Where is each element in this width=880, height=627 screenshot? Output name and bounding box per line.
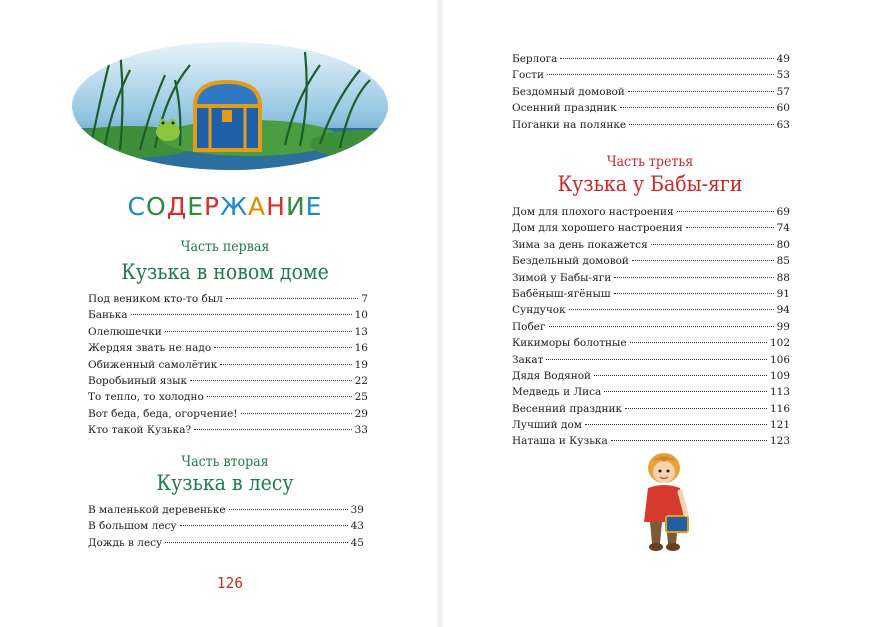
toc-entry bbox=[512, 368, 790, 384]
dot-leader bbox=[546, 359, 767, 360]
toc-entry-page: 88 bbox=[776, 271, 790, 284]
toc-heading-letter: Е bbox=[187, 192, 205, 221]
toc-entry-page: 19 bbox=[354, 358, 368, 371]
toc-entry-page: 74 bbox=[776, 222, 790, 235]
page-number: 126 bbox=[217, 574, 243, 592]
dot-leader bbox=[629, 124, 774, 125]
toc-heading-letter: О bbox=[146, 192, 167, 221]
toc-entry-title: Дождь в лесу bbox=[88, 536, 163, 549]
toc-entry bbox=[88, 340, 368, 356]
toc-entry-page: 22 bbox=[354, 374, 368, 387]
part1-toc-list bbox=[88, 291, 368, 439]
toc-entry-title: Банька bbox=[88, 309, 128, 322]
dot-leader bbox=[207, 396, 352, 397]
toc-entry-title: Закат bbox=[512, 353, 544, 366]
toc-entry-page: 13 bbox=[354, 325, 368, 338]
toc-entry bbox=[512, 220, 790, 236]
dot-leader bbox=[547, 74, 774, 75]
toc-heading-letter: Н bbox=[266, 192, 286, 221]
toc-heading-letter: И bbox=[285, 192, 306, 221]
dot-leader bbox=[180, 525, 348, 526]
toc-entry bbox=[512, 100, 790, 116]
dot-leader bbox=[585, 424, 767, 425]
dot-leader bbox=[651, 244, 774, 245]
part3-title: Кузька у Бабы-яги bbox=[557, 172, 743, 196]
toc-entry-page: 53 bbox=[776, 69, 790, 82]
toc-entry bbox=[512, 204, 790, 220]
toc-entry bbox=[88, 535, 364, 551]
toc-entry-title: Весенний праздник bbox=[512, 402, 623, 415]
toc-entry-page: 121 bbox=[769, 419, 790, 432]
toc-entry-title: Обиженный самолётик bbox=[88, 358, 218, 371]
toc-entry-title: В маленькой деревеньке bbox=[88, 504, 226, 516]
toc-entry bbox=[88, 518, 364, 534]
part2-title: Кузька в лесу bbox=[156, 471, 294, 495]
toc-entry bbox=[512, 270, 790, 286]
toc-entry bbox=[512, 335, 790, 351]
toc-entry bbox=[88, 324, 368, 340]
dot-leader bbox=[630, 342, 767, 343]
toc-entry bbox=[512, 302, 790, 318]
toc-entry bbox=[512, 237, 790, 253]
dot-leader bbox=[229, 509, 348, 510]
toc-entry bbox=[512, 352, 790, 368]
toc-entry-title: Дядя Водяной bbox=[512, 369, 592, 382]
part2-toc-list bbox=[88, 502, 364, 551]
toc-entry-page: 94 bbox=[776, 304, 790, 317]
toc-entry bbox=[88, 389, 368, 405]
toc-entry bbox=[512, 253, 790, 269]
toc-entry bbox=[512, 384, 790, 400]
toc-entry-page: 60 bbox=[776, 102, 790, 115]
toc-entry-title: Осенний праздник bbox=[512, 102, 617, 115]
toc-entry-title: Сундучок bbox=[512, 304, 566, 317]
toc-entry-title: Гости bbox=[512, 69, 544, 82]
dot-leader bbox=[611, 440, 767, 441]
toc-entry bbox=[88, 357, 368, 373]
toc-entry-page: 69 bbox=[776, 206, 790, 218]
dot-leader bbox=[569, 309, 774, 310]
toc-entry bbox=[512, 417, 790, 433]
toc-entry-title: То тепло, то холодно bbox=[88, 391, 204, 404]
toc-entry-page: 7 bbox=[361, 293, 368, 305]
dot-leader bbox=[632, 260, 774, 261]
toc-entry bbox=[512, 51, 790, 67]
dot-leader bbox=[194, 429, 352, 430]
toc-entry-title: Зима за день покажется bbox=[512, 238, 648, 251]
toc-entry-page: 106 bbox=[769, 353, 790, 366]
toc-entry-title: Бездельный домовой bbox=[512, 255, 629, 268]
toc-entry-page: 85 bbox=[776, 255, 790, 268]
dot-leader bbox=[620, 107, 774, 108]
toc-entry-page: 39 bbox=[350, 504, 364, 516]
toc-entry-page: 49 bbox=[776, 53, 790, 65]
part1-title: Кузька в новом доме bbox=[121, 260, 329, 284]
kuzka-illustration bbox=[628, 448, 700, 556]
dot-leader bbox=[220, 364, 351, 365]
toc-entry bbox=[88, 502, 364, 518]
dot-leader bbox=[131, 314, 352, 315]
toc-entry-title: Дом для плохого настроения bbox=[512, 206, 674, 218]
toc-heading-letter: Д bbox=[166, 192, 188, 221]
toc-entry-title: Поганки на полянке bbox=[512, 118, 627, 131]
dot-leader bbox=[549, 326, 774, 327]
part2-toc-list-continued bbox=[512, 51, 790, 133]
toc-entry-page: 10 bbox=[354, 309, 368, 322]
toc-entry-page: 45 bbox=[350, 536, 364, 549]
toc-entry bbox=[512, 319, 790, 335]
dot-leader bbox=[165, 542, 347, 543]
toc-entry-page: 113 bbox=[769, 386, 790, 399]
toc-entry-title: Дом для хорошего настроения bbox=[512, 222, 683, 235]
toc-entry-title: Кто такой Кузька? bbox=[88, 424, 192, 437]
toc-entry-page: 102 bbox=[769, 337, 790, 350]
toc-entry bbox=[512, 401, 790, 417]
dot-leader bbox=[628, 91, 774, 92]
toc-entry bbox=[88, 291, 368, 307]
dot-leader bbox=[165, 331, 352, 332]
toc-entry-title: Берлога bbox=[512, 53, 558, 65]
dot-leader bbox=[560, 58, 773, 59]
dot-leader bbox=[226, 298, 358, 299]
pond-chest-frog-illustration bbox=[70, 40, 390, 172]
toc-heading-letter: Р bbox=[204, 192, 221, 221]
part1-label: Часть первая bbox=[180, 239, 270, 255]
toc-entry-page: 33 bbox=[354, 424, 368, 437]
toc-entry-title: Лучший дом bbox=[512, 419, 582, 432]
dot-leader bbox=[686, 227, 774, 228]
toc-entry-page: 16 bbox=[354, 342, 368, 355]
toc-heading-letter: Ж bbox=[220, 192, 249, 221]
toc-entry-title: В большом лесу bbox=[88, 520, 177, 533]
dot-leader bbox=[614, 293, 774, 294]
toc-entry-title: Побег bbox=[512, 320, 546, 333]
part2-label: Часть вторая bbox=[181, 454, 269, 470]
toc-entry bbox=[88, 307, 368, 323]
dot-leader bbox=[677, 211, 774, 212]
toc-heading-letter: А bbox=[248, 192, 267, 221]
toc-entry bbox=[512, 117, 790, 133]
toc-entry-title: Бабёныш-ягёныш bbox=[512, 287, 611, 300]
dot-leader bbox=[190, 380, 352, 381]
dot-leader bbox=[214, 347, 351, 348]
part3-label: Часть третья bbox=[606, 154, 694, 170]
toc-entry-title: Зимой у Бабы-яги bbox=[512, 271, 612, 284]
dot-leader bbox=[625, 408, 767, 409]
toc-entry-title: Олелюшечки bbox=[88, 325, 162, 338]
toc-entry-page: 91 bbox=[776, 287, 790, 300]
toc-entry-title: Кикиморы болотные bbox=[512, 337, 627, 350]
toc-entry-page: 80 bbox=[776, 238, 790, 251]
toc-entry-title: Наташа и Кузька bbox=[512, 435, 608, 448]
toc-entry-title: Медведь и Лиса bbox=[512, 386, 602, 399]
dot-leader bbox=[614, 277, 773, 278]
toc-entry-page: 57 bbox=[776, 85, 790, 98]
toc-entry-title: Под веником кто-то был bbox=[88, 293, 223, 305]
toc-entry bbox=[512, 84, 790, 100]
toc-entry-page: 116 bbox=[769, 402, 790, 415]
right-page bbox=[440, 0, 880, 627]
part3-toc-list bbox=[512, 204, 790, 450]
toc-heading-letter: Е bbox=[305, 192, 323, 221]
toc-entry bbox=[512, 286, 790, 302]
toc-entry bbox=[88, 422, 368, 438]
toc-entry-page: 99 bbox=[776, 320, 790, 333]
toc-entry-page: 25 bbox=[354, 391, 368, 404]
toc-entry bbox=[512, 67, 790, 83]
toc-heading bbox=[0, 192, 450, 221]
toc-entry-title: Жердяя звать не надо bbox=[88, 342, 212, 355]
dot-leader bbox=[604, 391, 767, 392]
dot-leader bbox=[594, 375, 767, 376]
toc-entry-title: Вот беда, беда, огорчение! bbox=[88, 407, 238, 420]
toc-entry-page: 29 bbox=[354, 407, 368, 420]
toc-entry bbox=[88, 406, 368, 422]
toc-entry-page: 109 bbox=[769, 369, 790, 382]
toc-entry-page: 63 bbox=[776, 118, 790, 131]
dot-leader bbox=[241, 413, 352, 414]
toc-heading-letter: С bbox=[127, 192, 146, 221]
toc-entry-title: Воробьиный язык bbox=[88, 374, 188, 387]
toc-entry-page: 43 bbox=[350, 520, 364, 533]
toc-entry bbox=[88, 373, 368, 389]
toc-entry-page: 123 bbox=[769, 435, 790, 448]
toc-entry-title: Бездомный домовой bbox=[512, 85, 625, 98]
